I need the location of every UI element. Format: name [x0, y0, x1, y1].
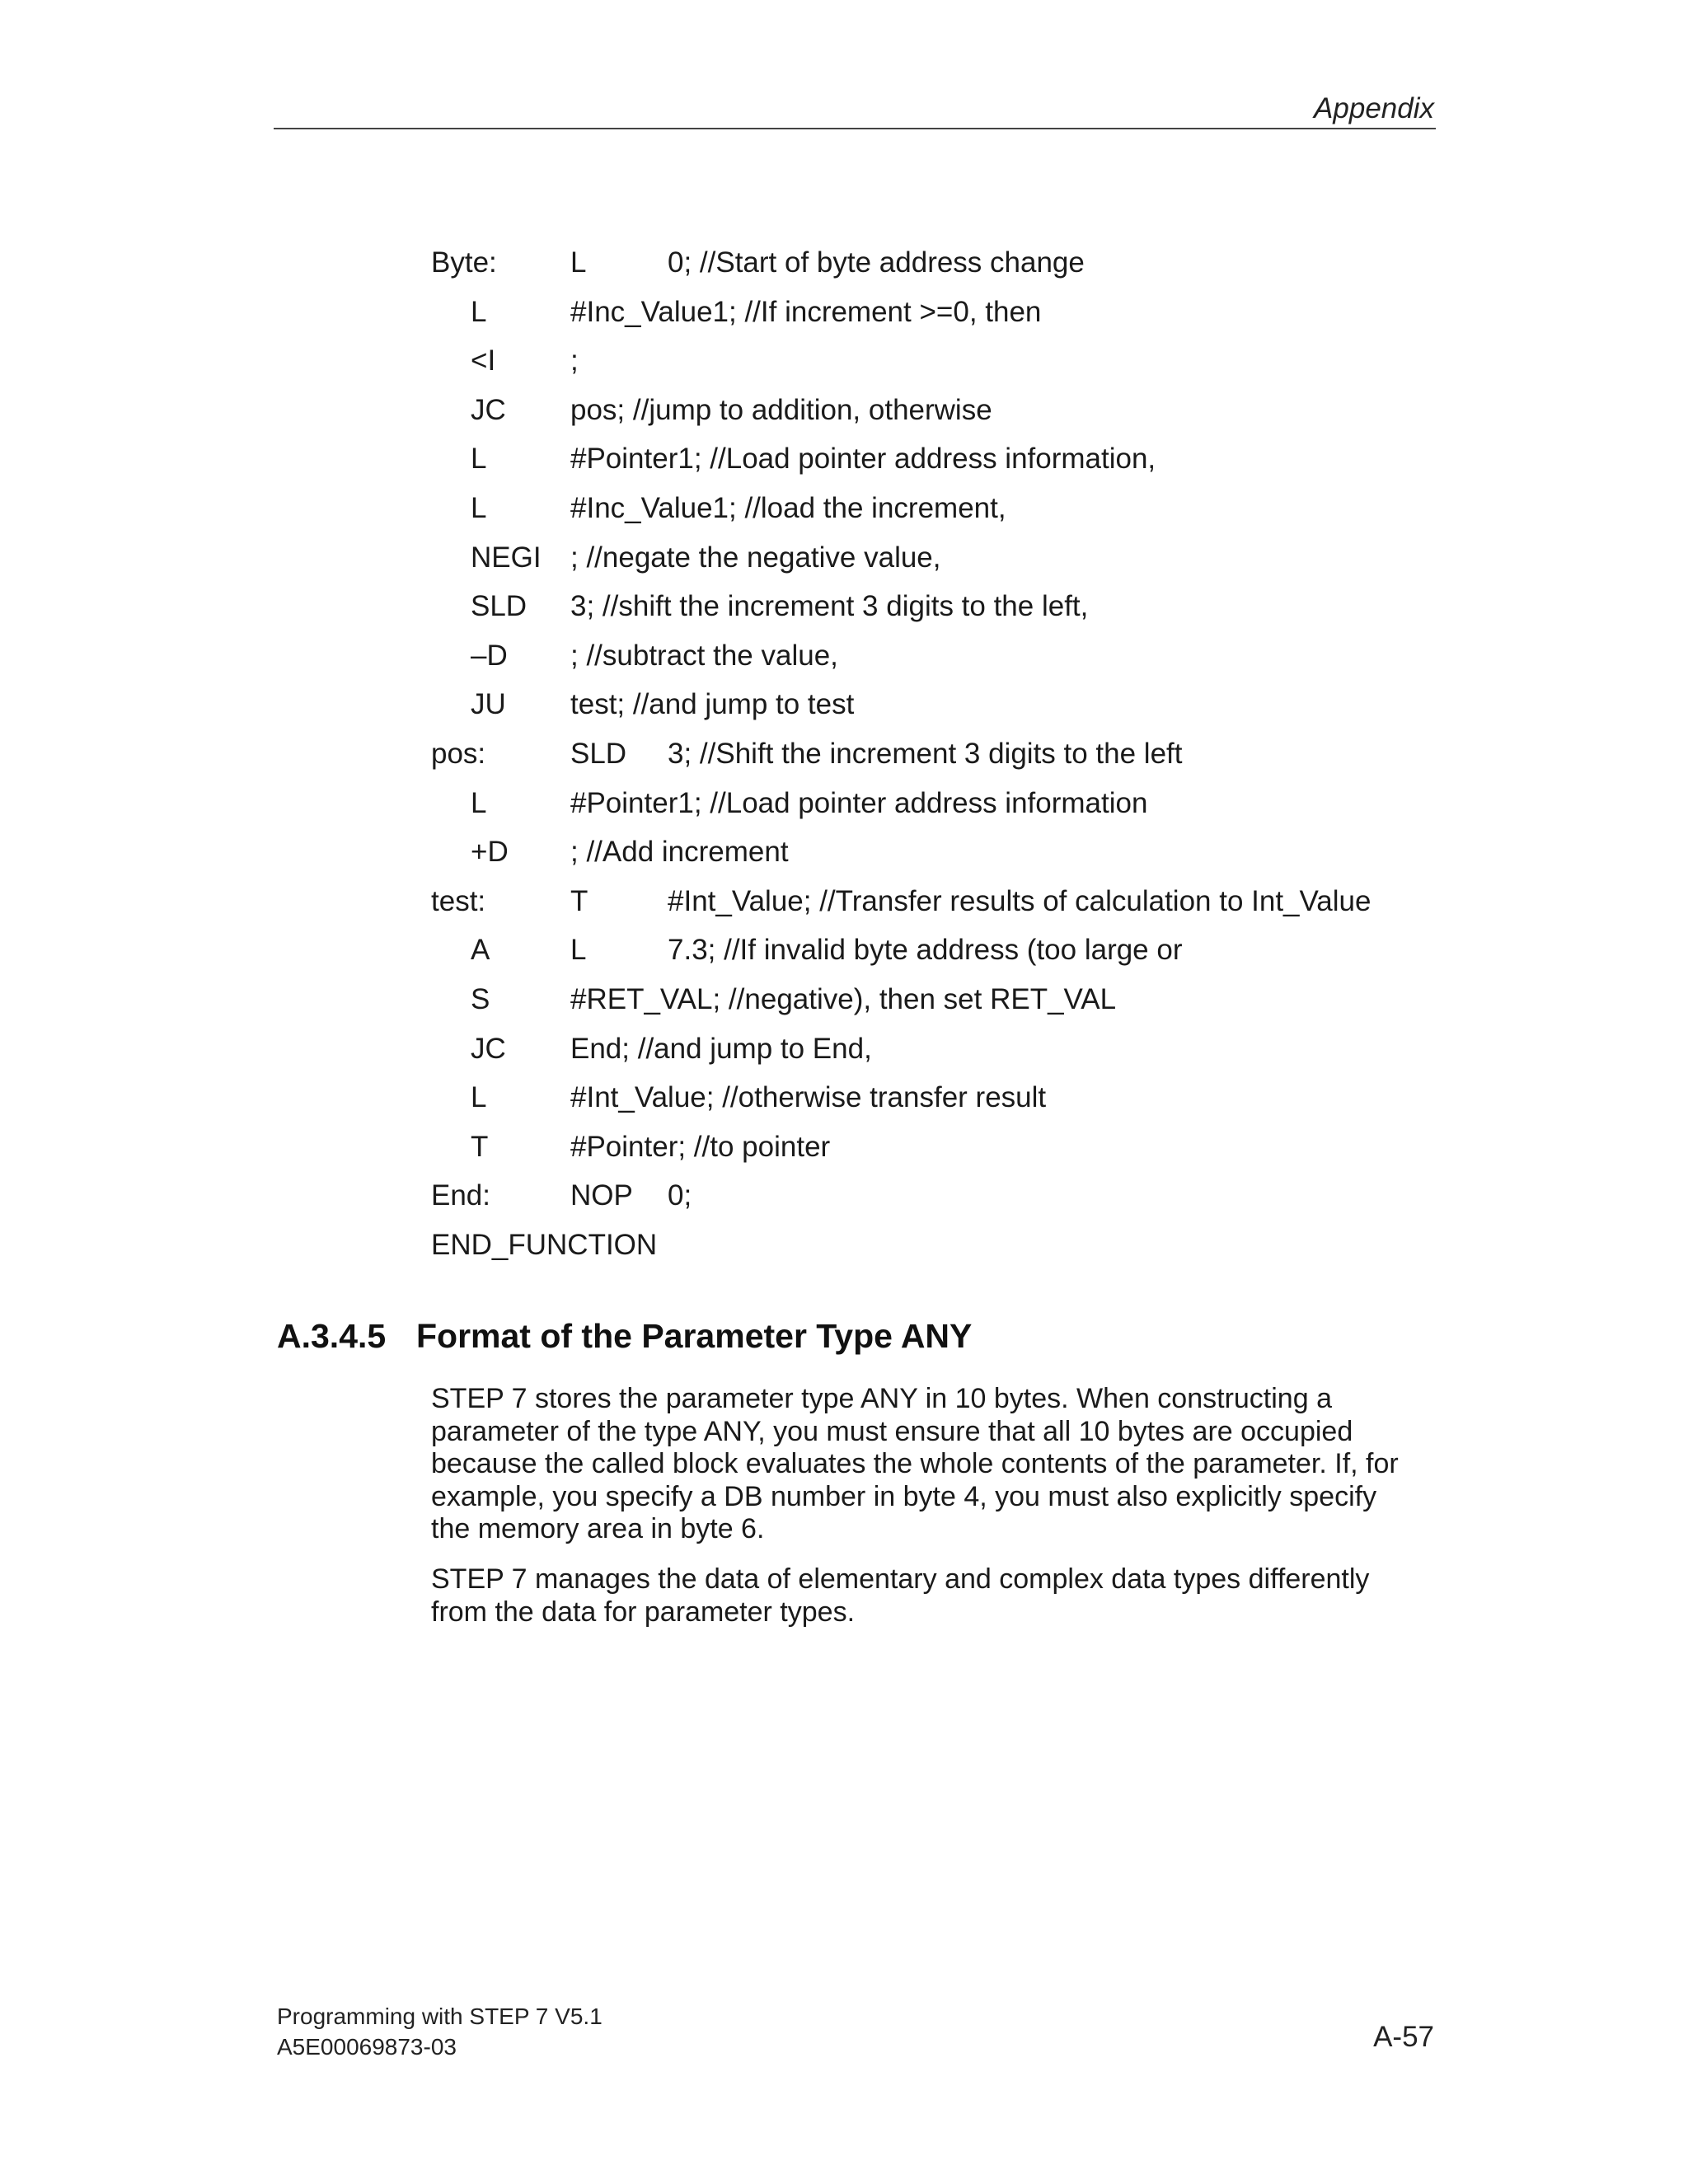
code-operand: ; //subtract the value,	[570, 639, 838, 672]
code-operand: NOP	[570, 1179, 633, 1212]
code-operand: pos; //jump to addition, otherwise	[570, 393, 992, 426]
footer-doc-title: Programming with STEP 7 V5.1	[277, 2004, 603, 2029]
code-instruction: L	[471, 295, 487, 328]
header-title: Appendix	[1314, 92, 1434, 124]
code-instruction: NEGI	[471, 541, 542, 574]
code-label: END_FUNCTION	[431, 1228, 658, 1261]
code-label: test:	[431, 884, 486, 917]
code-instruction: <I	[471, 344, 496, 377]
footer-doc-info	[277, 2001, 603, 2062]
code-operand: #Pointer; //to pointer	[570, 1130, 831, 1163]
code-instruction: L	[471, 491, 487, 524]
body-paragraph-2: STEP 7 manages the data of elementary and complex data types differently from the data for parameter types.	[431, 1563, 1370, 1628]
code-operand: test; //and jump to test	[570, 688, 855, 721]
code-operand: ;	[570, 344, 579, 377]
code-operand: #RET_VAL; //negative), then set RET_VAL	[570, 982, 1117, 1015]
header-divider	[274, 128, 1436, 129]
body-paragraph-1: STEP 7 stores the parameter type ANY in 10 bytes. When constructing a parameter of the type ANY, you must ensure that all 10 bytes are occupied because the called block evaluates the whole contents of the parameter. If, for example, you specify a DB number in byte 4, you must also explicitly specify the memory area in byte 6.	[431, 1383, 1399, 1544]
code-instruction: +D	[471, 836, 509, 869]
code-operand: ; //Add increment	[570, 836, 789, 869]
code-operand: L	[570, 934, 587, 967]
code-operand: 3; //shift the increment 3 digits to the left,	[570, 590, 1089, 623]
code-instruction: S	[471, 982, 490, 1015]
code-instruction: JC	[471, 1032, 506, 1065]
code-operand: T	[570, 884, 588, 917]
code-instruction: JU	[471, 688, 506, 721]
code-operand: #Inc_Value1; //load the increment,	[570, 491, 1006, 524]
footer-doc-number: A5E00069873-03	[277, 2034, 457, 2060]
code-instruction: L	[471, 443, 487, 476]
code-label: pos:	[431, 737, 486, 770]
code-instruction: –D	[471, 639, 508, 672]
code-operand-2: 0;	[668, 1179, 692, 1212]
code-operand: End; //and jump to End,	[570, 1032, 872, 1065]
code-operand: #Inc_Value1; //If increment >=0, then	[570, 295, 1042, 328]
footer-page-number: A-57	[1373, 2021, 1434, 2053]
code-operand-2: #Int_Value; //Transfer results of calculation to Int_Value	[668, 884, 1372, 917]
code-operand: SLD	[570, 737, 627, 770]
code-instruction: SLD	[471, 590, 528, 623]
code-operand-2: 0; //Start of byte address change	[668, 246, 1085, 279]
code-label: Byte:	[431, 246, 497, 279]
code-operand: #Pointer1; //Load pointer address information	[570, 786, 1148, 819]
code-operand-2: 3; //Shift the increment 3 digits to the left	[668, 737, 1183, 770]
code-operand: ; //negate the negative value,	[570, 541, 941, 574]
code-instruction: T	[471, 1130, 489, 1163]
code-instruction: L	[471, 786, 487, 819]
code-operand-2: 7.3; //If invalid byte address (too large or	[668, 934, 1183, 967]
code-label: End:	[431, 1179, 490, 1212]
code-operand: #Pointer1; //Load pointer address information,	[570, 443, 1156, 476]
section-number: A.3.4.5	[277, 1317, 387, 1355]
section-title: Format of the Parameter Type ANY	[416, 1317, 973, 1355]
code-instruction: L	[471, 1081, 487, 1114]
code-operand: L	[570, 246, 587, 279]
code-instruction: JC	[471, 393, 506, 426]
code-operand: #Int_Value; //otherwise transfer result	[570, 1081, 1047, 1114]
code-instruction: A	[471, 934, 490, 967]
